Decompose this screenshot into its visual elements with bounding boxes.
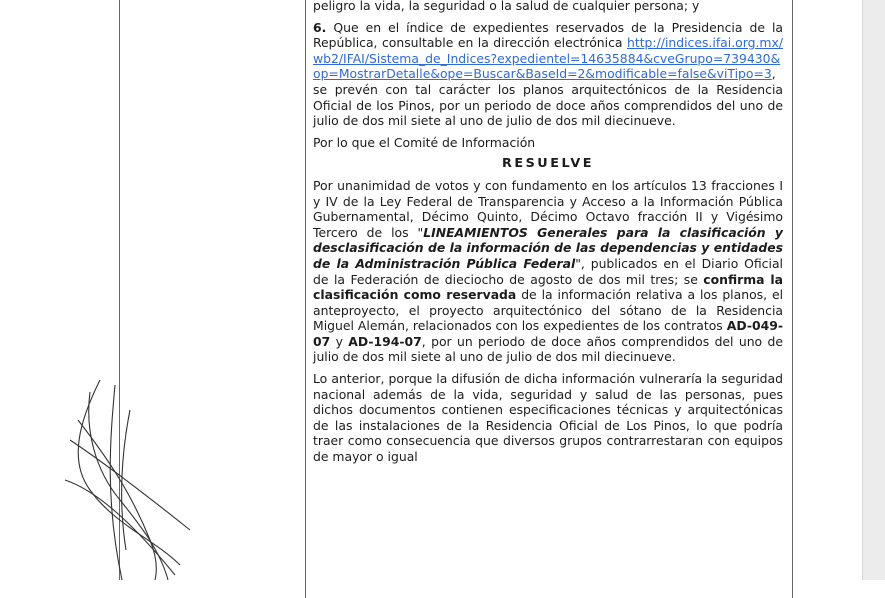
paragraph-6 xyxy=(313,20,783,129)
paragraph-text: Por lo que el Comité de Información xyxy=(313,134,536,150)
document-body xyxy=(313,0,783,471)
paragraph-text: peligro la vida, la seguridad o la salud de cualquier persona; y xyxy=(313,0,700,13)
item-number: 6. xyxy=(313,19,327,35)
paragraph-text: de la información relativa a los planos, el anteproyecto, el proyecto arquitectónico del sótano de la Residencia Miguel Alemán, relacionados con los expedientes de los contratos xyxy=(313,287,784,334)
lineamientos-title: LINEAMIENTOS Generales para la clasificación y desclasificación de la información de las dependencias y entidades de la Administración Pública Federal xyxy=(313,224,784,271)
paragraph-rationale xyxy=(313,371,783,465)
paragraph-text: Que en el índice de expedientes reservados de la Presidencia de la República, consultable en la dirección electrónica xyxy=(313,19,783,51)
paragraph-committee xyxy=(313,135,783,151)
paragraph-text: y xyxy=(330,333,349,349)
handwritten-signature xyxy=(60,380,200,580)
confirmation-text: confirma la clasificación como reservada xyxy=(313,271,783,303)
viewer-scroll-gutter[interactable] xyxy=(862,0,885,580)
section-heading: RESUELVE xyxy=(502,156,594,172)
paragraph-resolution xyxy=(313,178,783,365)
paragraph-text: , se prevén con tal carácter los planos arquitectónicos de la Residencia Oficial de los Pinos, por un periodo de doce años comprendidos del uno de julio de dos mil siete al uno de julio de dos mil diecinueve. xyxy=(313,66,783,129)
paragraph-text: Por unanimidad de votos y con fundamento en los artículos 13 fracciones I y IV de la Ley Federal de Transparencia y Acceso a la Información Pública Gubernamental, Décimo Quinto, Décimo Octavo fracción II y Vigésimo Tercero de los " xyxy=(313,177,783,240)
paragraph-5-end xyxy=(313,0,783,14)
contract-id: AD-194-07 xyxy=(348,333,422,349)
index-link[interactable]: http://indices.ifai.org.mx/wb2/IFAI/Sistema_de_Indices?expedientel=14635884&cveGrupo=739430&op=MostrarDetalle&ope=Buscar&BaseId=2&modificable=false&viTipo=3 xyxy=(313,35,783,82)
contract-id: AD-049-07 xyxy=(313,318,783,349)
paragraph-text: Lo anterior, porque la difusión de dicha información vulneraría la seguridad nacional además de la vida, seguridad y salud de las personas, pues dichos documentos contienen especificaciones técnicas y arquitectónicas de las instalaciones de la Residencia Oficial de Los Pinos, lo que podría traer como consecuencia que diversos grupos contrarrestaran con equipos de mayor o igual xyxy=(313,371,783,465)
paragraph-text: ", publicados en el Diario Oficial de la Federación de dieciocho de agosto de dos mil tres; se xyxy=(313,255,783,287)
paragraph-text: , por un periodo de doce años comprendidos del uno de julio de dos mil siete al uno de julio de dos mil diecinueve. xyxy=(313,333,783,365)
